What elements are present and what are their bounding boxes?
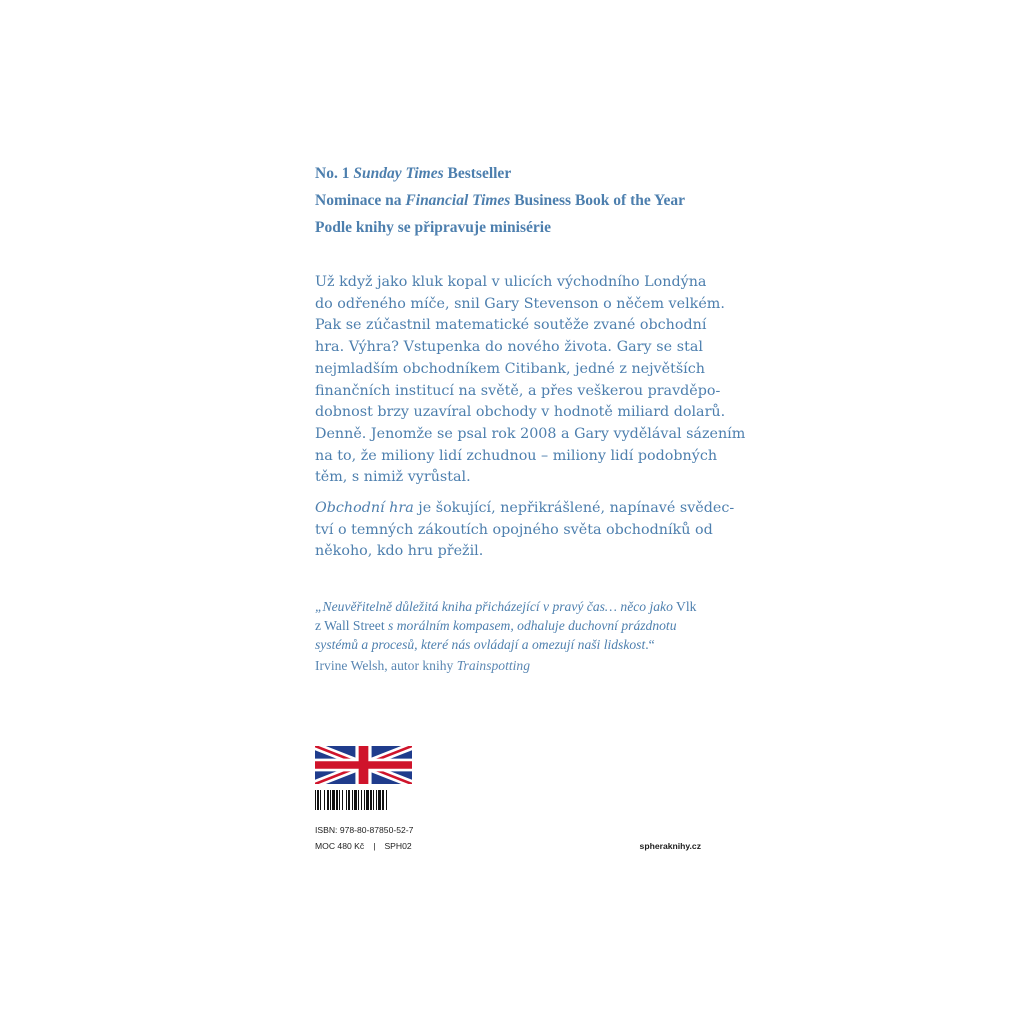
barcode-bar bbox=[342, 790, 343, 810]
barcode-bar bbox=[336, 790, 338, 810]
blurb-line: Obchodní hra je šokující, nepřikrášlené, napínavé svědec- bbox=[315, 500, 735, 517]
blurb-line: někoho, kdo hru přežil. bbox=[315, 543, 484, 560]
barcode-bar bbox=[339, 790, 340, 810]
isbn: ISBN: 978-80-87850-52-7 bbox=[315, 825, 414, 835]
blurb-line: do odřeného míče, snil Gary Stevenson o něčem velkém. bbox=[315, 295, 725, 312]
quote-line: „Neuvěřitelně důležitá kniha přicházející v pravý čas… něco jako Vlk bbox=[315, 599, 697, 614]
blurb-line: Pak se zúčastnil matematické soutěže zvané obchodní bbox=[315, 317, 707, 334]
barcode-bar bbox=[324, 790, 325, 810]
barcode-bar bbox=[332, 790, 335, 810]
blurb-paragraph-1 bbox=[315, 272, 746, 489]
product-code: SPH02 bbox=[384, 841, 412, 851]
accolade-miniseries: Podle knihy se připravuje minisérie bbox=[315, 219, 551, 236]
blurb bbox=[315, 272, 746, 563]
blurb-line: Denně. Jenomže se psal rok 2008 a Gary vydělával sázením bbox=[315, 425, 746, 442]
uk-flag-icon bbox=[315, 746, 412, 784]
review-quote bbox=[315, 597, 715, 675]
barcode-bar bbox=[315, 790, 316, 810]
barcode-bar bbox=[327, 790, 329, 810]
blurb-line: Už když jako kluk kopal v ulicích východního Londýna bbox=[315, 274, 707, 290]
barcode-bar bbox=[373, 790, 374, 810]
barcode-bar bbox=[366, 790, 369, 810]
accolades bbox=[315, 160, 715, 241]
quote-attribution: Irvine Welsh, autor knihy Trainspotting bbox=[315, 657, 531, 673]
book-title-italic: Obchodní hra bbox=[315, 500, 414, 517]
barcode-bar bbox=[370, 790, 372, 810]
accolade-bestseller: No. 1 Sunday Times Bestseller bbox=[315, 165, 512, 182]
barcode-bar bbox=[361, 790, 362, 810]
blurb-line: hra. Výhra? Vstupenka do nového života. Gary se stal bbox=[315, 339, 703, 356]
blurb-line: na to, že miliony lidí zchudnou – miliony lidí podobných bbox=[315, 447, 718, 464]
barcode-bar bbox=[354, 790, 357, 810]
blurb-line: těm, s nimiž vyrůstal. bbox=[315, 469, 471, 486]
blurb-line: dobnost brzy uzavíral obchody v hodnotě miliard dolarů. bbox=[315, 404, 726, 421]
barcode-bar bbox=[378, 790, 381, 810]
price-line bbox=[315, 838, 413, 854]
blurb-line: tví o temných zákoutích opojného světa obchodníků od bbox=[315, 521, 713, 538]
barcode-bar bbox=[382, 790, 384, 810]
barcode-bar bbox=[364, 790, 365, 810]
separator: | bbox=[373, 841, 376, 851]
barcode-bar bbox=[317, 790, 319, 810]
barcode-bar bbox=[330, 790, 331, 810]
blurb-paragraph-2 bbox=[315, 498, 735, 563]
quote-line: systémů a procesů, které nás ovládají a omezují naši lidskost.“ bbox=[315, 637, 655, 653]
blurb-line: finančních institucí na světě, a přes veškerou pravděpo- bbox=[315, 382, 721, 399]
price: MOC 480 Kč bbox=[315, 841, 365, 851]
publisher-website[interactable]: spheraknihy.cz bbox=[639, 841, 701, 851]
barcode-bar bbox=[320, 790, 321, 810]
barcode-bar bbox=[346, 790, 347, 810]
barcode-bar bbox=[352, 790, 353, 810]
barcode-bar bbox=[358, 790, 359, 810]
accolade-nomination: Nominace na Financial Times Business Book of the Year bbox=[315, 192, 686, 209]
quote-line: z Wall Street s morálním kompasem, odhaluje duchovní prázdnotu bbox=[315, 618, 677, 634]
barcode-bar bbox=[348, 790, 350, 810]
barcode-bar bbox=[386, 790, 387, 810]
blurb-line: nejmladším obchodníkem Citibank, jedné z největších bbox=[315, 360, 705, 377]
footer-info bbox=[315, 822, 413, 854]
barcode-bar bbox=[376, 790, 377, 810]
barcode-icon bbox=[315, 790, 412, 810]
